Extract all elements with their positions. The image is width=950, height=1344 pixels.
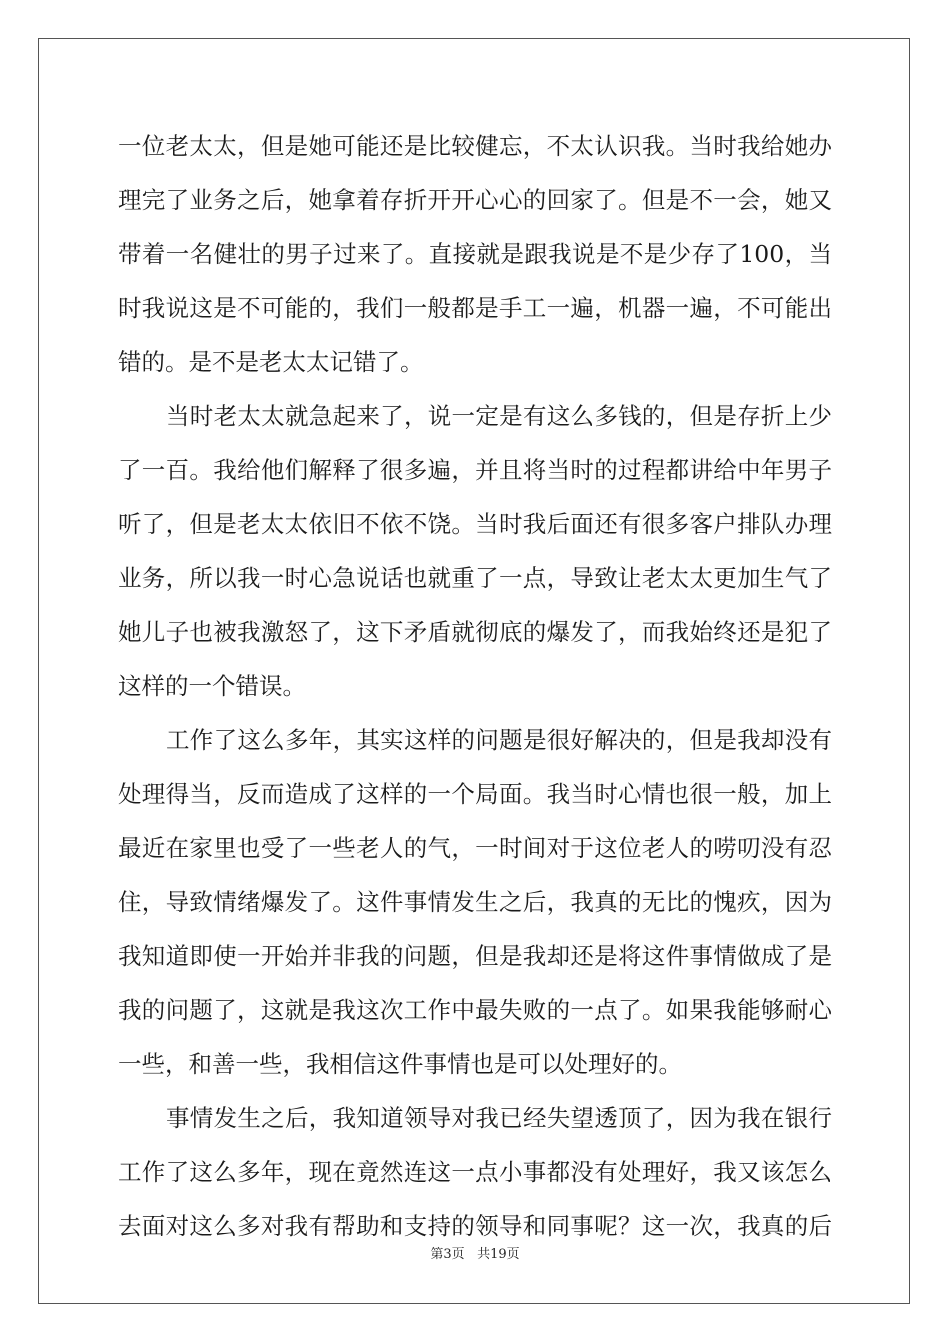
text-line: 带着一名健壮的男子过来了。直接就是跟我说是不是少存了100，当	[118, 240, 832, 268]
text-line: 我的问题了，这就是我这次工作中最失败的一点了。如果我能够耐心	[118, 996, 832, 1024]
paragraph-first-line: 当时老太太就急起来了，说一定是有这么多钱的，但是存折上少	[166, 402, 832, 430]
text-line: 处理得当，反而造成了这样的一个局面。我当时心情也很一般，加上	[118, 780, 832, 808]
text-line: 听了，但是老太太依旧不依不饶。当时我后面还有很多客户排队办理	[118, 510, 832, 538]
text-line: 她儿子也被我激怒了，这下矛盾就彻底的爆发了，而我始终还是犯了	[118, 618, 832, 646]
page-number: 第3页	[430, 1247, 465, 1262]
text-line: 工作了这么多年，现在竟然连这一点小事都没有处理好，我又该怎么	[118, 1158, 832, 1186]
text-line: 了一百。我给他们解释了很多遍，并且将当时的过程都讲给中年男子	[118, 456, 832, 484]
text-line: 去面对这么多对我有帮助和支持的领导和同事呢？这一次，我真的后	[118, 1212, 832, 1240]
text-line: 错的。是不是老太太记错了。	[118, 348, 424, 376]
text-line: 业务，所以我一时心急说话也就重了一点，导致让老太太更加生气了	[118, 564, 832, 592]
text-line: 理完了业务之后，她拿着存折开开心心的回家了。但是不一会，她又	[118, 186, 832, 214]
text-line: 最近在家里也受了一些老人的气，一时间对于这位老人的唠叨没有忍	[118, 834, 832, 862]
text-line: 这样的一个错误。	[118, 672, 306, 700]
text-line: 住，导致情绪爆发了。这件事情发生之后，我真的无比的愧疚，因为	[118, 888, 832, 916]
page-total: 共19页	[477, 1247, 520, 1262]
page-footer	[0, 1246, 950, 1264]
text-line: 我知道即使一开始并非我的问题，但是我却还是将这件事情做成了是	[118, 942, 832, 970]
text-line: 一些，和善一些，我相信这件事情也是可以处理好的。	[118, 1050, 682, 1078]
paragraph-first-line: 工作了这么多年，其实这样的问题是很好解决的，但是我却没有	[166, 726, 832, 754]
text-line: 一位老太太，但是她可能还是比较健忘，不太认识我。当时我给她办	[118, 132, 832, 160]
paragraph-first-line: 事情发生之后，我知道领导对我已经失望透顶了，因为我在银行	[166, 1104, 832, 1132]
text-line: 时我说这是不可能的，我们一般都是手工一遍，机器一遍，不可能出	[118, 294, 832, 322]
